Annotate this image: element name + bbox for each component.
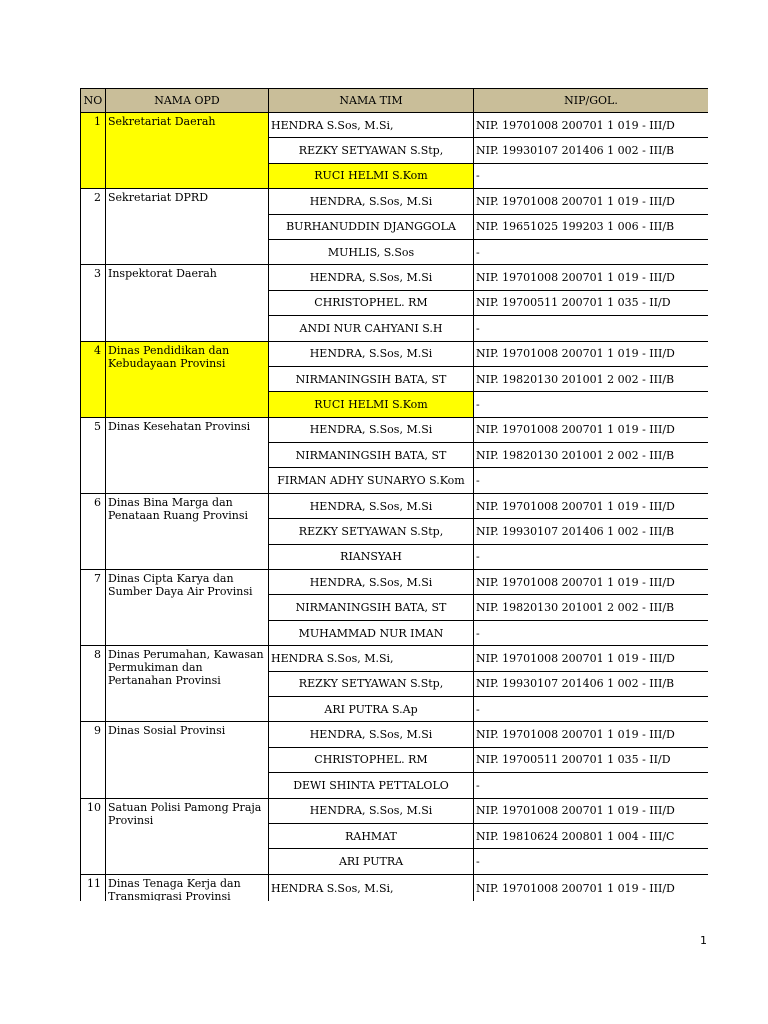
team-member-name: ARI PUTRA <box>269 849 474 874</box>
team-member-nip: - <box>474 620 709 645</box>
header-row <box>81 89 709 113</box>
opd-name: Sekretariat DPRD <box>106 189 269 265</box>
team-member-name: MUHAMMAD NUR IMAN <box>269 620 474 645</box>
team-member-name: REZKY SETYAWAN S.Stp, <box>269 671 474 696</box>
table-row <box>81 874 709 901</box>
row-number: 9 <box>81 722 106 798</box>
team-member-name: NIRMANINGSIH BATA, ST <box>269 443 474 468</box>
opd-name: Inspektorat Daerah <box>106 265 269 341</box>
opd-name: Dinas Perumahan, Kawasan Permukiman dan Pertanahan Provinsi <box>106 646 269 722</box>
team-member-name: HENDRA, S.Sos, M.Si <box>269 493 474 518</box>
table-row <box>81 646 709 671</box>
team-member-nip: NIP. 19820130 201001 2 002 - III/B <box>474 595 709 620</box>
team-member-name: HENDRA, S.Sos, M.Si <box>269 722 474 747</box>
team-member-nip: - <box>474 773 709 798</box>
team-member-name: BURHANUDDIN DJANGGOLA <box>269 214 474 239</box>
team-member-nip: NIP. 19820130 201001 2 002 - III/B <box>474 443 709 468</box>
row-number: 11 <box>81 874 106 901</box>
team-member-nip: NIP. 19701008 200701 1 019 - III/D <box>474 341 709 366</box>
opd-name: Dinas Bina Marga dan Penataan Ruang Provinsi <box>106 493 269 569</box>
team-member-nip: NIP. 19701008 200701 1 019 - III/D <box>474 646 709 671</box>
team-member-name: ARI PUTRA S.Ap <box>269 696 474 721</box>
row-number: 5 <box>81 417 106 493</box>
team-member-name: REZKY SETYAWAN S.Stp, <box>269 138 474 163</box>
row-number: 1 <box>81 113 106 189</box>
opd-name: Dinas Sosial Provinsi <box>106 722 269 798</box>
table-row <box>81 341 709 366</box>
team-member-name: RAHMAT <box>269 823 474 848</box>
team-member-name: HENDRA, S.Sos, M.Si <box>269 189 474 214</box>
team-member-nip: NIP. 19701008 200701 1 019 - III/D <box>474 265 709 290</box>
team-member-name: RUCI HELMI S.Kom <box>269 392 474 417</box>
team-member-name: FIRMAN ADHY SUNARYO S.Kom <box>269 468 474 493</box>
team-member-nip: NIP. 19701008 200701 1 019 - III/D <box>474 570 709 595</box>
team-member-nip: NIP. 19930107 201406 1 002 - III/B <box>474 519 709 544</box>
team-member-nip: NIP. 19820130 201001 2 002 - III/B <box>474 366 709 391</box>
team-member-nip: NIP. 19810624 200801 1 004 - III/C <box>474 823 709 848</box>
table-row <box>81 113 709 138</box>
team-member-name: CHRISTOPHEL. RM <box>269 290 474 315</box>
team-member-nip: - <box>474 392 709 417</box>
team-member-nip: NIP. 19701008 200701 1 019 - III/D <box>474 874 709 901</box>
team-member-nip: NIP. 19701008 200701 1 019 - III/D <box>474 417 709 442</box>
header-tim: NAMA TIM <box>269 89 474 113</box>
row-number: 2 <box>81 189 106 265</box>
team-member-name: ANDI NUR CAHYANI S.H <box>269 316 474 341</box>
team-member-nip: - <box>474 468 709 493</box>
team-member-nip: - <box>474 316 709 341</box>
row-number: 10 <box>81 798 106 874</box>
team-member-name: HENDRA, S.Sos, M.Si <box>269 417 474 442</box>
table-row <box>81 189 709 214</box>
team-member-nip: - <box>474 163 709 188</box>
table-row <box>81 798 709 823</box>
opd-name: Dinas Tenaga Kerja dan Transmigrasi Provinsi <box>106 874 269 901</box>
table-row <box>81 417 709 442</box>
team-member-nip: NIP. 19701008 200701 1 019 - III/D <box>474 722 709 747</box>
opd-name: Sekretariat Daerah <box>106 113 269 189</box>
team-member-nip: NIP. 19701008 200701 1 019 - III/D <box>474 493 709 518</box>
team-member-name: RUCI HELMI S.Kom <box>269 163 474 188</box>
team-member-nip: NIP. 19651025 199203 1 006 - III/B <box>474 214 709 239</box>
team-member-name: DEWI SHINTA PETTALOLO <box>269 773 474 798</box>
table-row <box>81 265 709 290</box>
row-number: 4 <box>81 341 106 417</box>
header-nip: NIP/GOL. <box>474 89 709 113</box>
opd-name: Satuan Polisi Pamong Praja Provinsi <box>106 798 269 874</box>
opd-name: Dinas Cipta Karya dan Sumber Daya Air Provinsi <box>106 570 269 646</box>
row-number: 6 <box>81 493 106 569</box>
table-row <box>81 570 709 595</box>
team-member-name: HENDRA S.Sos, M.Si, <box>269 113 474 138</box>
team-member-name: REZKY SETYAWAN S.Stp, <box>269 519 474 544</box>
team-member-name: HENDRA S.Sos, M.Si, <box>269 646 474 671</box>
opd-name: Dinas Pendidikan dan Kebudayaan Provinsi <box>106 341 269 417</box>
team-member-nip: - <box>474 544 709 569</box>
team-member-name: NIRMANINGSIH BATA, ST <box>269 366 474 391</box>
table-body <box>81 113 709 902</box>
team-member-nip: NIP. 19930107 201406 1 002 - III/B <box>474 671 709 696</box>
team-member-name: NIRMANINGSIH BATA, ST <box>269 595 474 620</box>
team-table <box>80 88 708 901</box>
team-member-name: HENDRA, S.Sos, M.Si <box>269 265 474 290</box>
team-member-name: MUHLIS, S.Sos <box>269 239 474 264</box>
row-number: 7 <box>81 570 106 646</box>
table-row <box>81 722 709 747</box>
team-table-container <box>80 88 708 901</box>
team-member-name: RIANSYAH <box>269 544 474 569</box>
team-member-name: CHRISTOPHEL. RM <box>269 747 474 772</box>
team-member-nip: NIP. 19701008 200701 1 019 - III/D <box>474 189 709 214</box>
team-member-nip: - <box>474 696 709 721</box>
opd-name: Dinas Kesehatan Provinsi <box>106 417 269 493</box>
team-member-name: HENDRA, S.Sos, M.Si <box>269 570 474 595</box>
team-member-name: HENDRA S.Sos, M.Si, <box>269 874 474 901</box>
page-number: 1 <box>700 934 707 947</box>
table-row <box>81 493 709 518</box>
team-member-nip: NIP. 19701008 200701 1 019 - III/D <box>474 798 709 823</box>
team-member-nip: - <box>474 239 709 264</box>
team-member-name: HENDRA, S.Sos, M.Si <box>269 798 474 823</box>
team-member-name: HENDRA, S.Sos, M.Si <box>269 341 474 366</box>
team-member-nip: NIP. 19930107 201406 1 002 - III/B <box>474 138 709 163</box>
header-no: NO <box>81 89 106 113</box>
team-member-nip: NIP. 19700511 200701 1 035 - II/D <box>474 747 709 772</box>
team-member-nip: NIP. 19700511 200701 1 035 - II/D <box>474 290 709 315</box>
header-opd: NAMA OPD <box>106 89 269 113</box>
row-number: 8 <box>81 646 106 722</box>
row-number: 3 <box>81 265 106 341</box>
team-member-nip: - <box>474 849 709 874</box>
team-member-nip: NIP. 19701008 200701 1 019 - III/D <box>474 113 709 138</box>
